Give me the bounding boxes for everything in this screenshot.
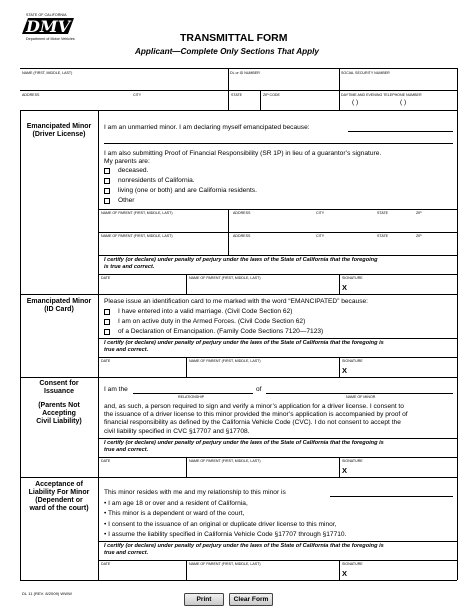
phone-label: DAYTIME AND EVENING TELEPHONE NUMBER [341,93,422,97]
bullet-2-text: This minor is a dependent or ward of the court, [108,510,245,517]
nonresidents-checkbox[interactable] [104,178,110,184]
marriage-checkbox[interactable] [104,309,110,315]
date-field-4[interactable] [99,566,185,579]
parent1-city-label: CITY [316,211,325,215]
signature-label-3: SIGNATURE [342,459,363,463]
signature-field-1[interactable] [350,280,456,293]
bullet-3: • I consent to the issuance of an original or duplicate driver license to this minor, [104,521,337,528]
ssn-field[interactable] [340,75,456,89]
parent2-city-field[interactable] [314,238,374,254]
emancipation-reason-field-1[interactable] [348,123,453,132]
zip-label: ZIP CODE [263,93,280,97]
bullet-3-text: I consent to the issuance of an original or duplicate driver license to this minor, [108,521,337,528]
minor-name-field[interactable] [266,385,453,394]
relationship-field[interactable] [133,385,253,394]
parent-name-label-2: NAME OF PARENT (FIRST, MIDDLE, LAST) [189,359,261,363]
certify-statement-2: I certify (or declare) under penalty of perjury under the laws of the State of California that the foregoing is true and correct. [104,340,384,353]
section-consent-subtitle: (Parents Not Accepting Civil Liability) [36,402,82,425]
date-label-2: DATE [101,359,111,363]
of-label: of [256,386,262,393]
phone-day-paren: ( ) [352,99,359,106]
state-of-california-label: STATE OF CALIFORNIA [26,13,67,17]
parent1-address-field[interactable] [229,215,312,231]
address-label: ADDRESS [22,93,40,97]
date-field-3[interactable] [99,463,185,476]
signature-label-4: SIGNATURE [342,562,363,566]
state-label: STATE [231,93,243,97]
phone-eve-paren: ( ) [400,99,407,106]
clear-form-button[interactable]: Clear Form [229,593,273,606]
parent1-state-field[interactable] [376,215,412,231]
consent-paragraph: and, as such, a person required to sign and verify a minor’s application for a driver license. I consent to the issuance of a driver license to this minor provided the minor’s application is accompanied by proof of financial responsibility as defined by the California Vehicle Code (CVC). I do not consent to accept the civil liability specified in CVC §17707 and §17708. [104,403,408,435]
state-field[interactable] [229,97,259,109]
zip-field[interactable] [261,97,338,109]
signature-field-2[interactable] [350,363,456,376]
parent2-address-field[interactable] [229,238,312,254]
print-button[interactable]: Print [184,593,224,606]
parent2-name-label: NAME OF PARENT (FIRST, MIDDLE, LAST) [101,234,173,238]
sr1p-statement: I am also submitting Proof of Financial Responsibility (SR 1P) in lieu of a guarantor’s signature. [104,150,382,157]
parent2-address-label: ADDRESS [233,234,251,238]
date-label-1: DATE [101,276,111,280]
parent2-zip-field[interactable] [414,238,456,254]
certify-statement-1: I certify (or declare) under penalty of perjury under the laws of the State of California that the foregoing is true and correct. [104,257,378,270]
date-label-3: DATE [101,459,111,463]
parent2-name-field[interactable] [99,238,227,254]
signature-x-3: X [342,466,348,475]
form-id: DL 11 (REV. 8/2009) WWW [22,591,72,596]
ca-residents-checkbox[interactable] [104,188,110,194]
city-label: CITY [133,93,142,97]
signature-label-1: SIGNATURE [342,276,363,280]
deceased-label: deceased. [118,167,149,174]
bullet-2: • This minor is a dependent or ward of the court, [104,510,245,517]
date-label-4: DATE [101,562,111,566]
bullet-4: • I assume the liability specified in California Vehicle Code §17707 through §17710. [104,531,347,538]
parent1-zip-field[interactable] [414,215,456,231]
parent2-state-field[interactable] [376,238,412,254]
form-title: TRANSMITTAL FORM [180,32,288,44]
parent-name-field-2[interactable] [187,363,338,376]
signature-x-1: X [342,283,348,292]
bullet-4-text: I assume the liability specified in California Vehicle Code §17707 through §17710. [108,531,347,538]
nonresidents-label: nonresidents of California. [118,177,195,184]
parent1-state-label: STATE [377,211,389,215]
date-field-2[interactable] [99,363,185,376]
parent1-name-field[interactable] [99,215,227,231]
parent1-address-label: ADDRESS [233,211,251,215]
parent1-zip-label: ZIP [416,211,422,215]
signature-x-2: X [342,366,348,375]
applicant-name-label: NAME (FIRST, MIDDLE, LAST) [22,71,73,75]
dl-number-label: DL or ID NUMBER [230,71,260,75]
address-field[interactable] [21,97,131,109]
bullet-1: • I am age 18 or over and a resident of California, [104,500,248,507]
parent2-state-label: STATE [377,234,389,238]
parent-name-label-4: NAME OF PARENT (FIRST, MIDDLE, LAST) [189,562,261,566]
parent2-city-label: CITY [316,234,325,238]
signature-field-4[interactable] [350,566,456,579]
svg-text:DMV: DMV [26,17,70,36]
id-request-statement: Please issue an identification card to me marked with the word “EMANCIPATED” because: [104,298,368,305]
city-field[interactable] [133,97,227,109]
resides-statement: This minor resides with me and my relationship to this minor is [104,489,286,496]
other-checkbox[interactable] [104,198,110,204]
parent1-city-field[interactable] [314,215,374,231]
parent-name-field-3[interactable] [187,463,338,476]
date-field-1[interactable] [99,280,185,293]
declaration-label: of a Declaration of Emancipation. (Family Code Sections 7120—7123) [118,328,324,335]
bullet-1-text: I am age 18 or over and a resident of California, [108,500,248,507]
parent-name-label-1: NAME OF PARENT (FIRST, MIDDLE, LAST) [189,276,261,280]
dmv-logo-icon [22,16,80,39]
armed-forces-checkbox[interactable] [104,319,110,325]
applicant-name-field[interactable] [21,75,227,89]
ca-residents-label: living (one or both) and are California residents. [118,187,257,194]
dl-number-field[interactable] [229,75,338,89]
certify-statement-3: I certify (or declare) under penalty of perjury under the laws of the State of California that the foregoing is true and correct. [104,440,384,453]
signature-field-3[interactable] [350,463,456,476]
relationship-label: RELATIONSHIP [178,395,205,399]
section-acceptance-title: Acceptance of Liability For Minor (Dependent or ward of the court) [28,481,90,512]
section-emancipated-dl-title: Emancipated Minor (Driver License) [26,123,92,138]
parent-name-label-3: NAME OF PARENT (FIRST, MIDDLE, LAST) [189,459,261,463]
i-am-the-label: I am the [104,386,128,393]
form-subtitle: Applicant—Complete Only Sections That Apply [135,47,319,56]
emancipation-declaration: I am an unmarried minor. I am declaring myself emancipated because: [104,124,310,131]
marriage-label: I have entered into a valid marriage. (Civil Code Section 62) [118,308,293,315]
dmv-logo [22,16,80,39]
armed-forces-label: I am on active duty in the Armed Forces. (Civil Code Section 62) [118,318,306,325]
minor-name-label: NAME OF MINOR [346,395,376,399]
declaration-checkbox[interactable] [104,329,110,335]
signature-label-2: SIGNATURE [342,359,363,363]
parent2-zip-label: ZIP [416,234,422,238]
department-label: Department of Motor Vehicles [26,37,75,41]
phone-field[interactable] [340,97,456,109]
parent1-name-label: NAME OF PARENT (FIRST, MIDDLE, LAST) [101,211,173,215]
parent-name-field-4[interactable] [187,566,338,579]
emancipation-reason-field-2[interactable] [104,135,453,144]
ssn-label: SOCIAL SECURITY NUMBER [341,71,390,75]
section-consent-title: Consent for Issuance [39,380,79,395]
parent-name-field-1[interactable] [187,280,338,293]
certify-statement-4: I certify (or declare) under penalty of perjury under the laws of the State of California that the foregoing is true and correct. [104,543,384,556]
signature-x-4: X [342,569,348,578]
deceased-checkbox[interactable] [104,168,110,174]
section-emancipated-id-title: Emancipated Minor (ID Card) [26,298,92,313]
minor-relationship-field[interactable] [330,488,453,497]
parents-are-label: My parents are: [104,158,150,165]
other-label: Other [118,197,135,204]
